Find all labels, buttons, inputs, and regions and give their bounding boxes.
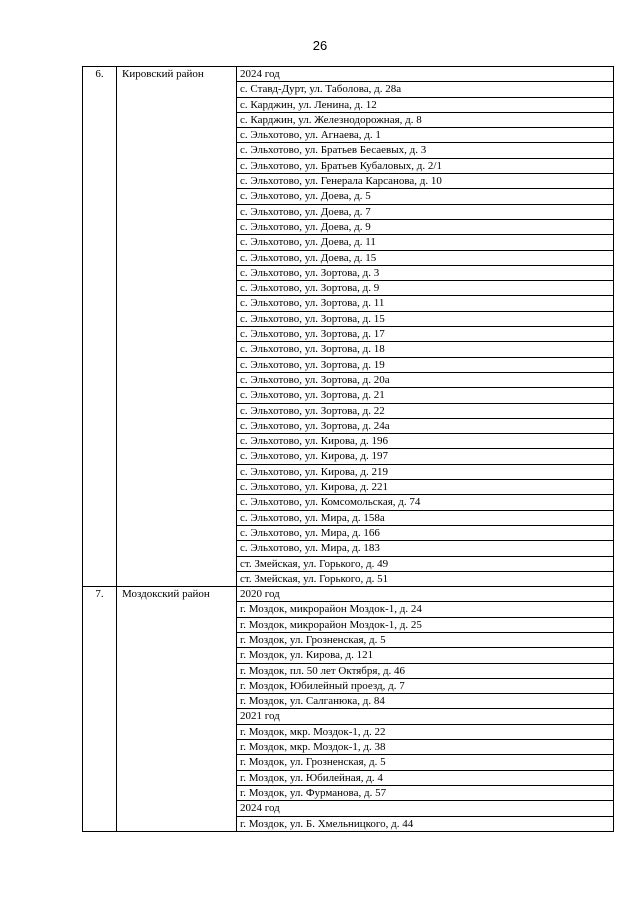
address-cell: г. Моздок, Юбилейный проезд, д. 7 <box>237 678 614 693</box>
address-cell: с. Ставд-Дурт, ул. Таболова, д. 28а <box>237 82 614 97</box>
address-cell: с. Эльхотово, ул. Агнаева, д. 1 <box>237 128 614 143</box>
page-number: 26 <box>312 38 328 53</box>
address-cell: ст. Змейская, ул. Горького, д. 51 <box>237 571 614 586</box>
address-cell: с. Карджин, ул. Железнодорожная, д. 8 <box>237 112 614 127</box>
address-cell: с. Эльхотово, ул. Зортова, д. 9 <box>237 281 614 296</box>
address-cell: г. Моздок, микрорайон Моздок-1, д. 24 <box>237 602 614 617</box>
address-cell: с. Эльхотово, ул. Доева, д. 5 <box>237 189 614 204</box>
address-cell: с. Эльхотово, ул. Зортова, д. 21 <box>237 388 614 403</box>
year-heading: 2020 год <box>237 587 614 602</box>
address-cell: г. Моздок, ул. Грозненская, д. 5 <box>237 632 614 647</box>
address-cell: с. Эльхотово, ул. Братьев Кубаловых, д. 2/1 <box>237 158 614 173</box>
row-number: 7. <box>83 587 117 832</box>
address-cell: с. Эльхотово, ул. Доева, д. 9 <box>237 219 614 234</box>
address-cell: с. Эльхотово, ул. Кирова, д. 219 <box>237 464 614 479</box>
address-cell: г. Моздок, мкр. Моздок-1, д. 38 <box>237 740 614 755</box>
address-cell: с. Эльхотово, ул. Зортова, д. 11 <box>237 296 614 311</box>
table-row <box>83 587 614 602</box>
row-number: 6. <box>83 67 117 587</box>
address-cell: с. Эльхотово, ул. Мира, д. 183 <box>237 541 614 556</box>
address-cell: с. Эльхотово, ул. Зортова, д. 20а <box>237 372 614 387</box>
year-heading: 2024 год <box>237 801 614 816</box>
address-cell: с. Эльхотово, ул. Зортова, д. 17 <box>237 327 614 342</box>
address-cell: с. Эльхотово, ул. Доева, д. 11 <box>237 235 614 250</box>
district-name: Кировский район <box>117 67 237 587</box>
year-heading: 2024 год <box>237 67 614 82</box>
address-cell: с. Эльхотово, ул. Кирова, д. 197 <box>237 449 614 464</box>
address-cell: ст. Змейская, ул. Горького, д. 49 <box>237 556 614 571</box>
address-cell: г. Моздок, ул. Грозненская, д. 5 <box>237 755 614 770</box>
address-cell: г. Моздок, ул. Кирова, д. 121 <box>237 648 614 663</box>
address-cell: с. Эльхотово, ул. Зортова, д. 22 <box>237 403 614 418</box>
address-cell: с. Эльхотово, ул. Мира, д. 158а <box>237 510 614 525</box>
address-cell: г. Моздок, пл. 50 лет Октября, д. 46 <box>237 663 614 678</box>
address-cell: с. Эльхотово, ул. Зортова, д. 3 <box>237 265 614 280</box>
address-cell: г. Моздок, ул. Юбилейная, д. 4 <box>237 770 614 785</box>
address-cell: с. Эльхотово, ул. Генерала Карсанова, д. 10 <box>237 174 614 189</box>
address-cell: с. Эльхотово, ул. Зортова, д. 24а <box>237 418 614 433</box>
address-table <box>82 66 614 832</box>
table-row <box>83 67 614 82</box>
address-cell: с. Эльхотово, ул. Зортова, д. 15 <box>237 311 614 326</box>
address-cell: г. Моздок, микрорайон Моздок-1, д. 25 <box>237 617 614 632</box>
address-cell: г. Моздок, ул. Салганюка, д. 84 <box>237 694 614 709</box>
district-name: Моздокский район <box>117 587 237 832</box>
address-cell: с. Эльхотово, ул. Мира, д. 166 <box>237 525 614 540</box>
address-cell: с. Эльхотово, ул. Кирова, д. 196 <box>237 434 614 449</box>
address-cell: г. Моздок, мкр. Моздок-1, д. 22 <box>237 724 614 739</box>
address-cell: с. Эльхотово, ул. Доева, д. 15 <box>237 250 614 265</box>
address-cell: с. Эльхотово, ул. Доева, д. 7 <box>237 204 614 219</box>
address-cell: с. Эльхотово, ул. Кирова, д. 221 <box>237 480 614 495</box>
address-cell: с. Эльхотово, ул. Комсомольская, д. 74 <box>237 495 614 510</box>
address-cell: с. Эльхотово, ул. Зортова, д. 19 <box>237 357 614 372</box>
address-cell: с. Эльхотово, ул. Зортова, д. 18 <box>237 342 614 357</box>
table-body <box>83 67 614 832</box>
address-cell: г. Моздок, ул. Фурманова, д. 57 <box>237 785 614 800</box>
address-cell: г. Моздок, ул. Б. Хмельницкого, д. 44 <box>237 816 614 831</box>
address-cell: с. Эльхотово, ул. Братьев Бесаевых, д. 3 <box>237 143 614 158</box>
address-cell: с. Карджин, ул. Ленина, д. 12 <box>237 97 614 112</box>
year-heading: 2021 год <box>237 709 614 724</box>
